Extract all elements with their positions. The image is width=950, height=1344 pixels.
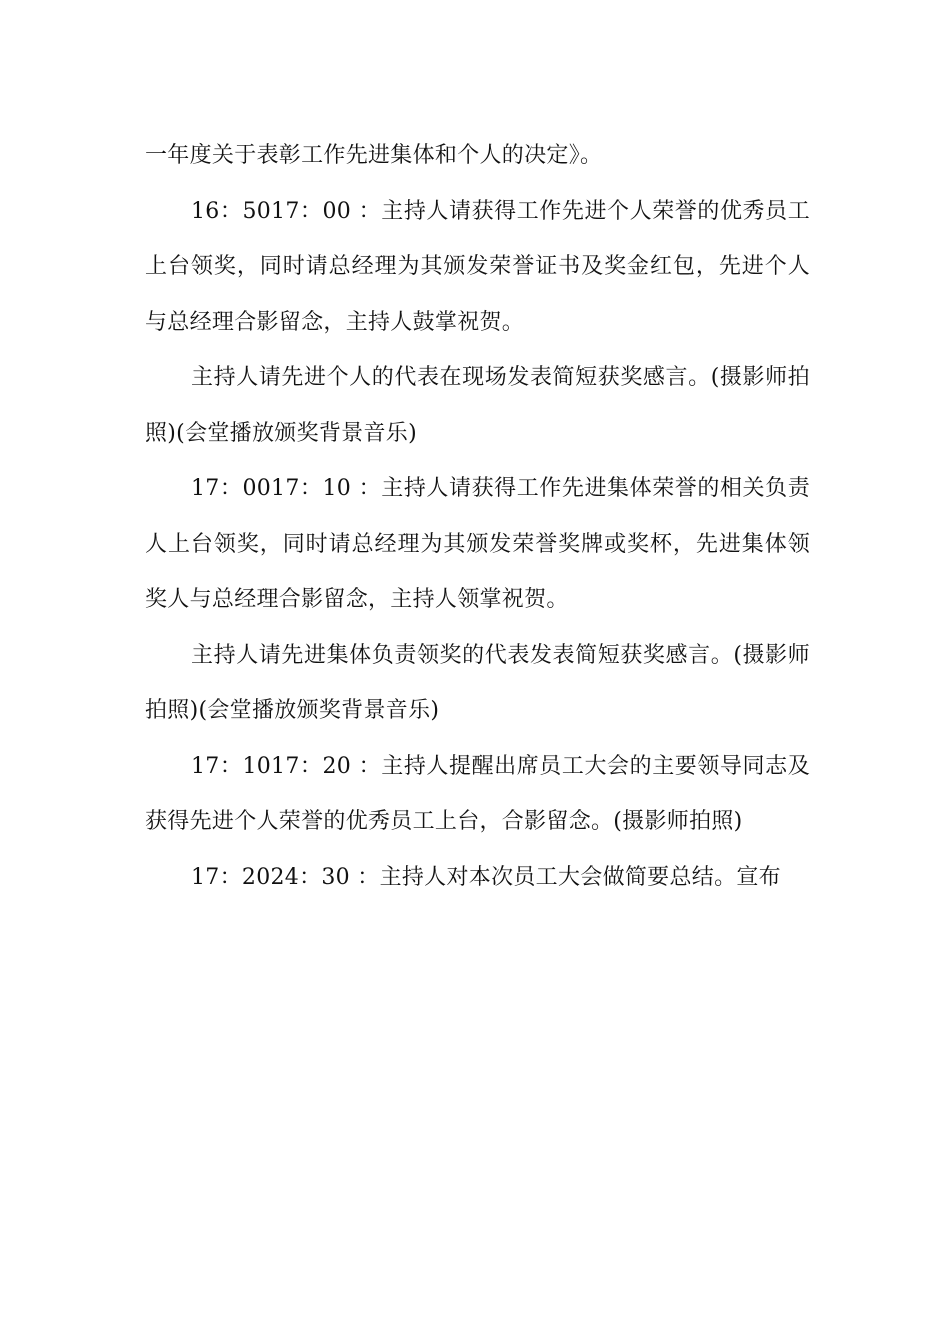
document-body [145,128,810,905]
paragraph-5: 主持人请先进集体负责领奖的代表发表简短获奖感言。(摄影师拍照)(会堂播放颁奖背景音乐) [145,642,810,723]
paragraph-3: 主持人请先进个人的代表在现场发表简短获奖感言。(摄影师拍照)(会堂播放颁奖背景音乐) [145,365,810,446]
paragraph-6: 17：1017：20 ：主持人提醒出席员工大会的主要领导同志及获得先进个人荣誉的优秀员工上台，合影留念。(摄影师拍照) [145,753,810,834]
paragraph-2: 16：5017：00 ：主持人请获得工作先进个人荣誉的优秀员工上台领奖，同时请总经理为其颁发荣誉证书及奖金红包，先进个人与总经理合影留念，主持人鼓掌祝贺。 [145,198,810,335]
paragraph-1: 一年度关于表彰工作先进集体和个人的决定》。 [145,143,603,168]
paragraph-4: 17：0017：10 ：主持人请获得工作先进集体荣誉的相关负责人上台领奖，同时请总经理为其颁发荣誉奖牌或奖杯，先进集体领奖人与总经理合影留念，主持人领掌祝贺。 [145,476,810,612]
paragraph-7: 17：2024：30 ：主持人对本次员工大会做简要总结。宣布 [191,864,781,890]
